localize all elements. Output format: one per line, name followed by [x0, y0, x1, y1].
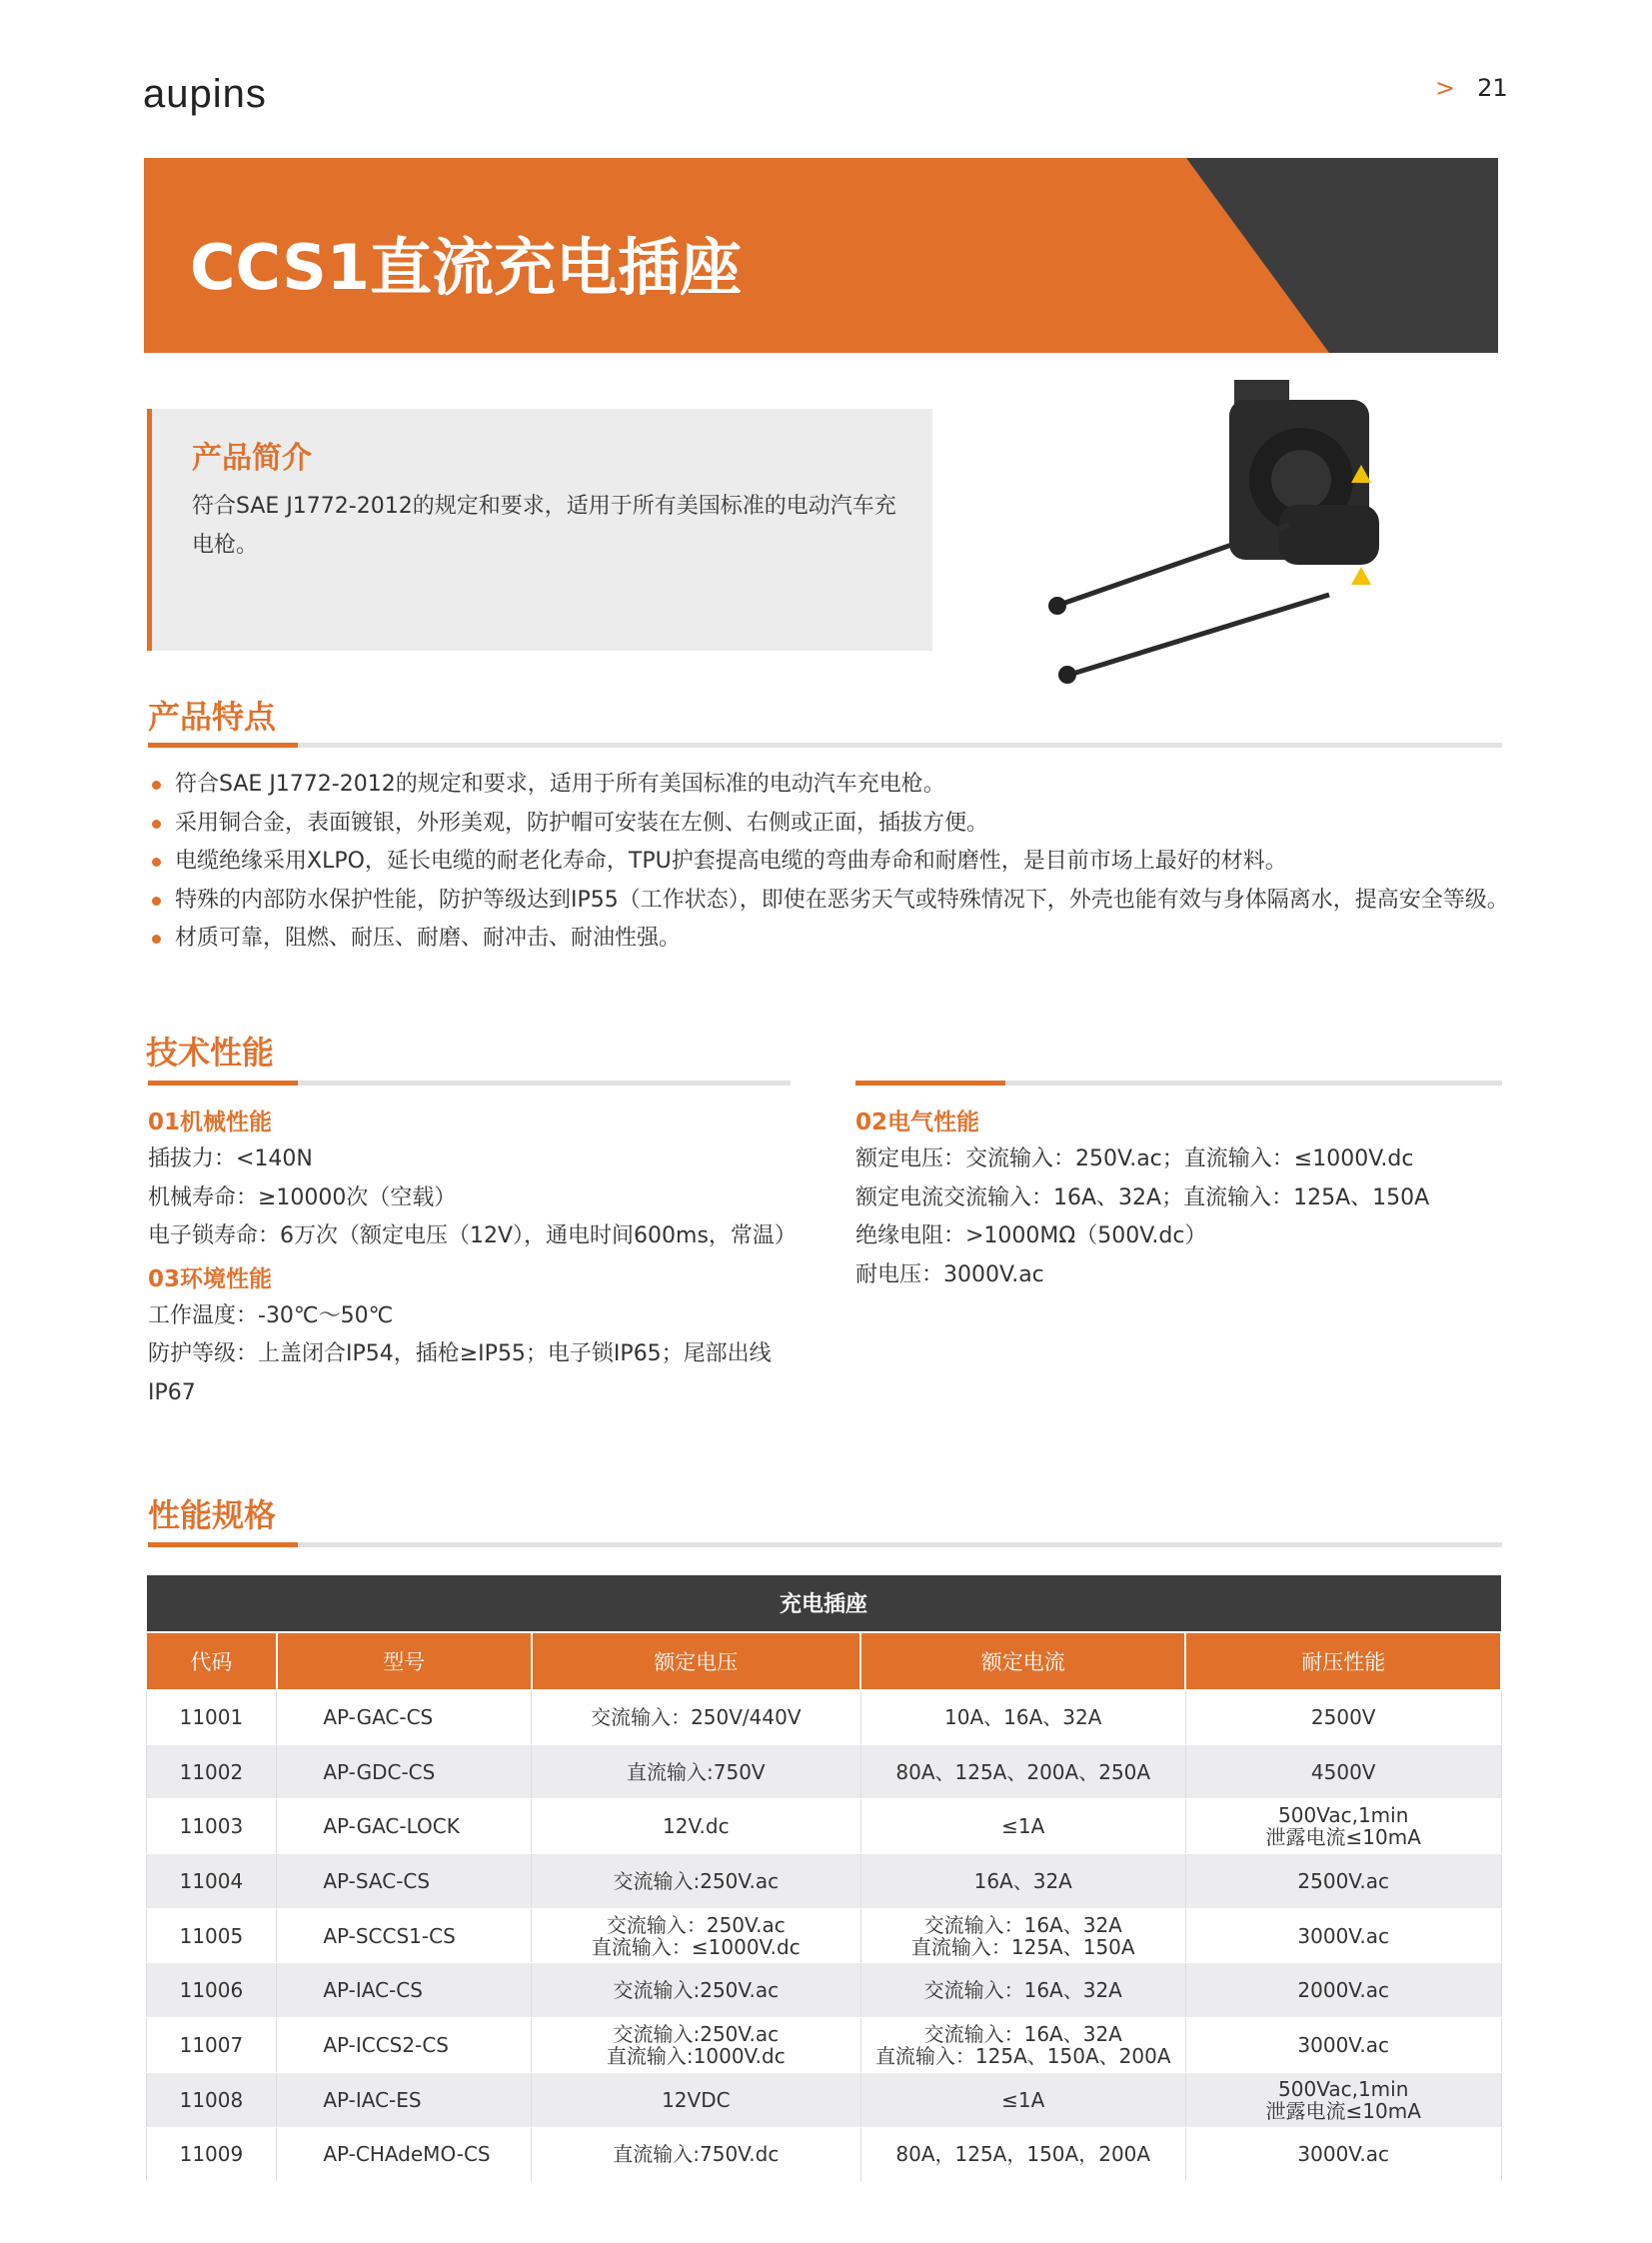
spec-line: 绝缘电阻：>1000MΩ（500V.dc）	[855, 1223, 1207, 1248]
cell-line: 交流输入：16A、32A	[923, 1978, 1122, 2003]
table-cell: AP-CHAdeMO-CS	[277, 2127, 532, 2182]
cell-line: 16A、32A	[973, 1868, 1072, 1893]
cell-line: 500Vac,1min	[1278, 1803, 1409, 1828]
table-cell: AP-GDC-CS	[277, 1744, 532, 1799]
table-cell	[1185, 1854, 1501, 1909]
table-cell	[860, 2072, 1185, 2127]
cell-line: 2500V	[1310, 1705, 1376, 1730]
table-cell	[532, 2127, 860, 2182]
spec-line: 额定电流交流输入：16A、32A；直流输入：125A、150A	[855, 1184, 1430, 1210]
spec-line: 工作温度：-30℃～50℃	[148, 1302, 394, 1328]
cell-line: 2000V.ac	[1297, 1978, 1390, 2003]
table-cell: 11002	[146, 1744, 277, 1799]
product-image	[1039, 375, 1399, 690]
cell-line: 10A、16A、32A	[944, 1705, 1102, 1730]
table-row	[146, 1963, 1501, 2018]
list-item: 符合SAE J1772-2012的规定和要求，适用于所有美国标准的电动汽车充电枪。	[150, 766, 1509, 805]
table-cell	[1185, 1690, 1501, 1745]
mechanical-heading: 01机械性能	[148, 1110, 273, 1135]
environment-heading: 03环境性能	[148, 1265, 273, 1292]
table-cell: 11007	[146, 2018, 277, 2073]
table-cell	[532, 2018, 860, 2073]
cell-line: 交流输入：16A、32A	[923, 1912, 1122, 1937]
cell-line: 直流输入:750V	[627, 1759, 766, 1784]
cell-line: 泄露电流≤10mA	[1265, 1825, 1421, 1850]
electrical-heading: 02电气性能	[855, 1110, 980, 1135]
table-row	[146, 1854, 1501, 1909]
table-cell	[532, 1908, 860, 1963]
table-row	[146, 2018, 1501, 2073]
column-header: 额定电流	[860, 1632, 1185, 1690]
table-cell	[532, 1854, 860, 1909]
spec-line: 电子锁寿命：6万次（额定电压（12V），通电时间600ms，常温）	[148, 1223, 797, 1248]
electrical-specs	[855, 1104, 1515, 1294]
intro-heading: 产品简介	[192, 441, 312, 476]
section-divider	[148, 1542, 1502, 1547]
section-divider	[148, 1081, 791, 1086]
table-cell: 11005	[146, 1908, 277, 1963]
spec-line: 额定电压：交流输入：250V.ac；直流输入：≤1000V.dc	[855, 1146, 1414, 1171]
features-heading: 产品特点	[148, 698, 277, 736]
cell-line: 4500V	[1310, 1759, 1376, 1784]
page-title: CCS1直流充电插座	[190, 231, 742, 304]
cell-line: 直流输入:750V.dc	[613, 2142, 780, 2167]
table-cell	[860, 1854, 1185, 1909]
table-cell: AP-IAC-ES	[277, 2072, 532, 2127]
table-cell: AP-SAC-CS	[277, 1854, 532, 1909]
cell-line: 2500V.ac	[1297, 1868, 1390, 1893]
table-row	[146, 1690, 1501, 1745]
spec-line: 机械寿命：≥10000次（空载）	[148, 1184, 457, 1210]
table-row	[146, 2127, 1501, 2182]
brand-logo: aupins	[143, 72, 267, 116]
intro-box	[147, 409, 932, 651]
cell-line: 直流输入：125A、150A、200A	[874, 2043, 1171, 2068]
table-cell	[1185, 1908, 1501, 1963]
table-cell: 11006	[146, 1963, 277, 2018]
cell-line: 交流输入:250V.ac	[613, 2021, 780, 2046]
table-cell	[1185, 1744, 1501, 1799]
cell-line: 80A，125A，150A，200A	[895, 2142, 1151, 2167]
table-cell	[860, 2018, 1185, 2073]
specs-heading: 性能规格	[148, 1496, 277, 1534]
cell-line: 交流输入：250V/440V	[591, 1705, 802, 1730]
cell-line: 直流输入:1000V.dc	[606, 2043, 786, 2068]
table-cell	[860, 2127, 1185, 2182]
cell-line: 12V.dc	[663, 1814, 730, 1839]
column-header: 代码	[146, 1632, 277, 1690]
table-row	[146, 1744, 1501, 1799]
cell-line: 交流输入:250V.ac	[613, 1868, 780, 1893]
spec-line: 耐电压：3000V.ac	[855, 1261, 1044, 1287]
chevron-right-icon: >	[1435, 74, 1456, 102]
cell-line: ≤1A	[1001, 2087, 1045, 2112]
column-header: 耐压性能	[1185, 1632, 1501, 1690]
table-cell	[860, 1908, 1185, 1963]
table-cell	[1185, 1799, 1501, 1854]
cell-line: 泄露电流≤10mA	[1265, 2098, 1421, 2123]
cell-line: 80A、125A、200A、250A	[895, 1759, 1151, 1784]
table-cell: 11009	[146, 2127, 277, 2182]
features-list	[150, 766, 1509, 959]
page-number	[1435, 74, 1508, 102]
column-header: 额定电压	[532, 1632, 860, 1690]
cell-line: 3000V.ac	[1297, 2142, 1390, 2167]
page-number-text: 21	[1477, 74, 1508, 102]
cell-line: 交流输入：16A、32A	[923, 2021, 1122, 2046]
list-item: 电缆绝缘采用XLPO，延长电缆的耐老化寿命，TPU护套提高电缆的弯曲寿命和耐磨性，是目前市场上最好的材料。	[150, 843, 1509, 882]
table-cell: 11001	[146, 1690, 277, 1745]
table-title: 充电插座	[146, 1575, 1501, 1632]
table-cell	[532, 1799, 860, 1854]
cell-line: 3000V.ac	[1297, 1923, 1390, 1948]
table-cell	[860, 1690, 1185, 1745]
table-cell: AP-IAC-CS	[277, 1963, 532, 2018]
table-cell: AP-ICCS2-CS	[277, 2018, 532, 2073]
specs-table	[145, 1574, 1502, 2182]
cell-line: 直流输入：125A、150A	[910, 1934, 1135, 1959]
title-banner	[144, 158, 1498, 353]
section-divider	[148, 743, 1502, 748]
table-cell: 11003	[146, 1799, 277, 1854]
table-cell: 11004	[146, 1854, 277, 1909]
cell-line: 12VDC	[662, 2087, 731, 2112]
mechanical-specs	[148, 1104, 808, 1412]
cell-line: 交流输入:250V.ac	[613, 1978, 780, 2003]
table-cell: AP-SCCS1-CS	[277, 1908, 532, 1963]
table-row	[146, 1799, 1501, 1854]
intro-text: 符合SAE J1772-2012的规定和要求，适用于所有美国标准的电动汽车充电枪。	[192, 494, 896, 558]
table-cell	[860, 1799, 1185, 1854]
column-header: 型号	[277, 1632, 532, 1690]
table-cell	[532, 1744, 860, 1799]
table-cell	[1185, 2018, 1501, 2073]
section-divider	[855, 1081, 1502, 1086]
table-cell	[1185, 1963, 1501, 2018]
cell-line: 直流输入：≤1000V.dc	[591, 1934, 801, 1959]
cell-line: ≤1A	[1001, 1814, 1045, 1839]
table-row	[146, 1908, 1501, 1963]
table-row	[146, 2072, 1501, 2127]
table-cell	[860, 1744, 1185, 1799]
spec-line: 防护等级：上盖闭合IP54，插枪≥IP55；电子锁IP65；尾部出线IP67	[148, 1341, 772, 1405]
table-cell: AP-GAC-CS	[277, 1690, 532, 1745]
table-cell	[1185, 2127, 1501, 2182]
list-item: 特殊的内部防水保护性能，防护等级达到IP55（工作状态），即使在恶劣天气或特殊情况下，外壳也能有效与身体隔离水，提高安全等级。	[150, 882, 1509, 921]
spec-line: 插拔力：<140N	[148, 1146, 313, 1171]
table-cell	[860, 1963, 1185, 2018]
table-cell	[1185, 2072, 1501, 2127]
cell-line: 500Vac,1min	[1278, 2076, 1409, 2101]
cell-line: 3000V.ac	[1297, 2032, 1390, 2057]
table-cell	[532, 1963, 860, 2018]
tech-heading: 技术性能	[146, 1034, 275, 1072]
table-cell	[532, 1690, 860, 1745]
table-cell: 11008	[146, 2072, 277, 2127]
list-item: 材质可靠，阻燃、耐压、耐磨、耐冲击、耐油性强。	[150, 920, 1509, 959]
table-cell: AP-GAC-LOCK	[277, 1799, 532, 1854]
list-item: 采用铜合金，表面镀银，外形美观，防护帽可安装在左侧、右侧或正面，插拔方便。	[150, 805, 1509, 844]
cell-line: 交流输入：250V.ac	[606, 1912, 786, 1937]
table-cell	[532, 2072, 860, 2127]
